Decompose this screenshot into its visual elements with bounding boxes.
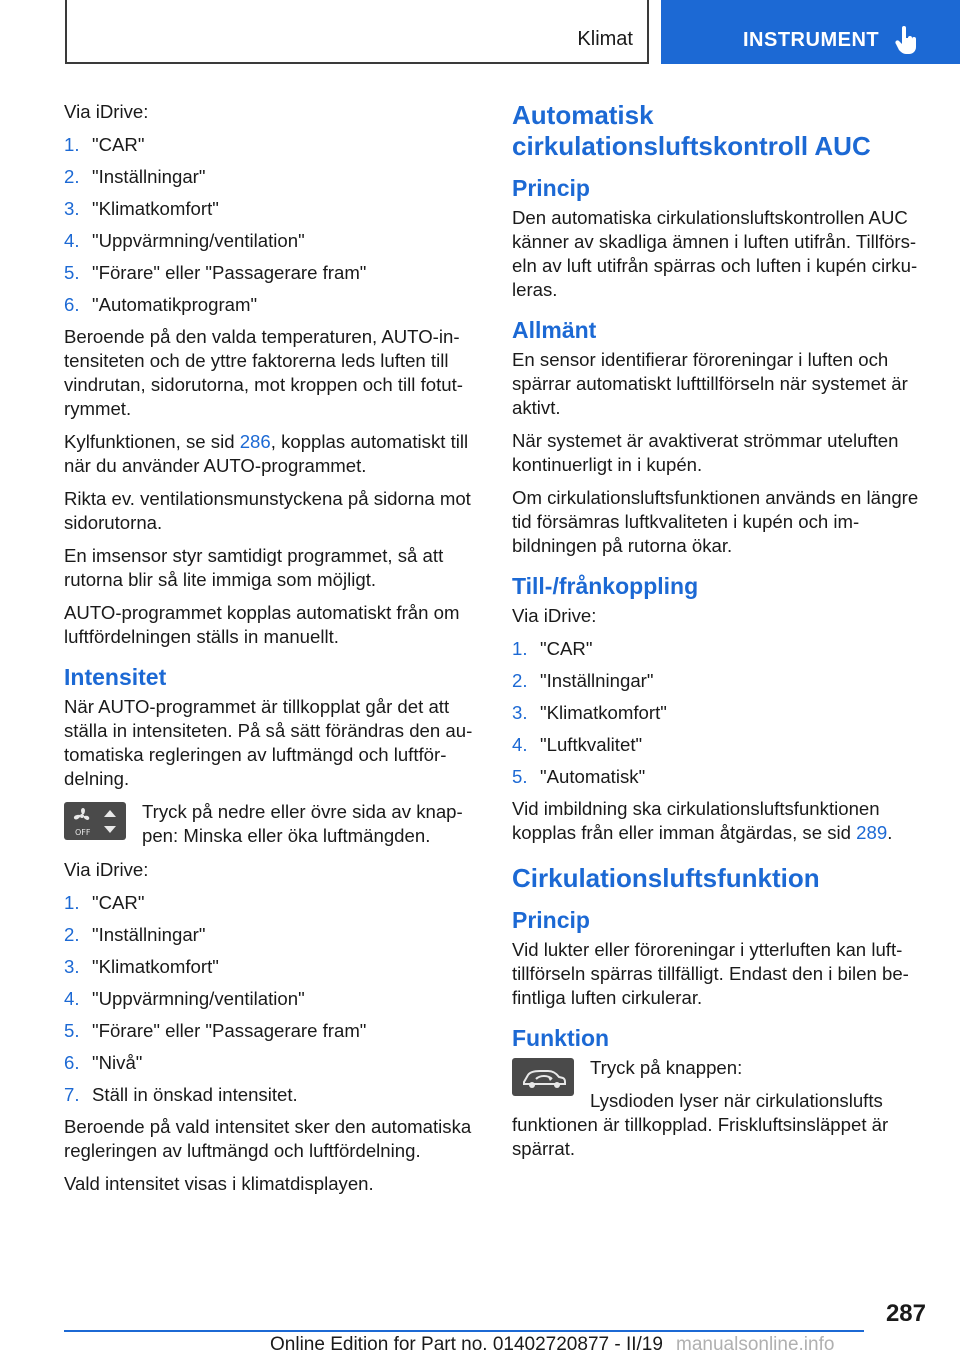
idrive-steps-list-2 <box>64 891 482 1107</box>
list-item: 3. "Klimatkomfort" <box>512 702 667 723</box>
left-column <box>64 100 482 1205</box>
paragraph: Rikta ev. ventilationsmunstyckena på sidorna mot sidorutorna. <box>64 488 471 533</box>
idrive-steps-list-3 <box>512 637 932 789</box>
list-item: 6. "Automatikprogram" <box>64 294 258 315</box>
page-link-286[interactable]: 286 <box>239 431 271 452</box>
paragraph: Beroende på den valda temperaturen, AUTO-intensiteten och de yttre faktorerna leds luften till vindrutan, sidorutorna, mot kroppen och till fotutrymmet. <box>64 326 463 419</box>
recirculation-button-text: Tryck på knappen: Lysdioden lyser när cirkulationslufts <box>590 1057 883 1111</box>
recirculation-button-row <box>512 1056 932 1113</box>
fan-button-text: Tryck på nedre eller övre sida av knappen: Minska eller öka luftmängden. <box>142 801 463 846</box>
header-section-box <box>65 0 649 64</box>
paragraph: Vid imbildning ska cirkulationsluftsfunktionen kopplas från eller imman åtgärdas, se sid 289. <box>512 798 893 843</box>
list-item: 5. "Förare" eller "Passagerare fram" <box>64 1020 367 1041</box>
heading-princip: Princip <box>512 175 590 201</box>
paragraph: Beroende på vald intensitet sker den automatiska regleringen av luftmängd och luftfördelning. <box>64 1116 472 1161</box>
paragraph: Om cirkulationsluftsfunktionen används en längre tid försämras luftkvaliteten i kupén och imbildningen på rutorna ökar. <box>512 487 919 556</box>
paragraph: När systemet är avaktiverat strömmar uteluften kontinuerligt in i kupén. <box>512 430 899 475</box>
list-item: 1. "CAR" <box>64 134 145 155</box>
svg-text:OFF: OFF <box>75 828 91 837</box>
edition-text: Online Edition for Part no. 01402720877 - II/19 <box>270 1334 663 1355</box>
heading-funktion: Funktion <box>512 1025 610 1051</box>
list-item: 5. "Automatisk" <box>512 766 646 787</box>
footer-divider <box>64 1330 864 1332</box>
list-item: 3. "Klimatkomfort" <box>64 956 219 977</box>
list-item: 5. "Förare" eller "Passagerare fram" <box>64 262 367 283</box>
list-item: 6. "Nivå" <box>64 1052 143 1073</box>
list-item: 4. "Uppvärmning/ventilation" <box>64 230 305 251</box>
page-number: 287 <box>885 1300 926 1327</box>
watermark-text: manualsonline.info <box>676 1334 835 1355</box>
heading-intensitet: Intensitet <box>64 664 167 690</box>
chapter-label: INSTRUMENT <box>743 29 880 51</box>
list-item: 2. "Inställningar" <box>64 924 206 945</box>
fan-button-icon <box>64 802 126 840</box>
paragraph: Kylfunktionen, se sid 286, kopplas automatiskt till när du använder AUTO-programmet. <box>64 431 469 476</box>
list-item: 4. "Luftkvalitet" <box>512 734 643 755</box>
idrive-steps-list-1 <box>64 133 482 317</box>
list-item: 7. Ställ in önskad intensitet. <box>64 1084 298 1105</box>
list-item: 3. "Klimatkomfort" <box>64 198 219 219</box>
via-idrive-label: Via iDrive: <box>64 859 149 880</box>
paragraph: Vid lukter eller föroreningar i ytterluften kan lufttillförseln spärras tillfälligt. Endast den i bilen befintliga luften cirkulerar. <box>512 939 909 1008</box>
heading-princip: Princip <box>512 907 590 933</box>
heading-till-franKoppling: Till-/frånkoppling <box>512 573 699 599</box>
heading-auc: Automatisk cirkulationsluftskontroll AUC <box>512 100 871 161</box>
paragraph: En sensor identifierar föroreningar i luften och spärrar automatiskt lufttillförseln när systemet är aktivt. <box>512 349 908 418</box>
paragraph: AUTO-programmet kopplas automatiskt från om luftfördelningen ställs in manuellt. <box>64 602 460 647</box>
list-item: 2. "Inställningar" <box>512 670 654 691</box>
list-item: 2. "Inställningar" <box>64 166 206 187</box>
header-chapter-tab[interactable] <box>661 0 960 64</box>
paragraph: En imsensor styr samtidigt programmet, så att rutorna blir så lite immiga som möjligt. <box>64 545 444 590</box>
section-title: Klimat <box>577 28 633 50</box>
paragraph: funktionen är tillkopplad. Friskluftsinsläppet är spärrat. <box>512 1114 889 1159</box>
heading-allmant: Allmänt <box>512 317 597 343</box>
page-link-289[interactable]: 289 <box>856 822 888 843</box>
pointing-hand-icon <box>895 26 917 54</box>
paragraph: När AUTO-programmet är tillkopplat går det att ställa in intensiteten. På så sätt förändras den automatiska regleringen av luftmängd och luftfördelning. <box>64 696 473 789</box>
right-column <box>512 100 932 1170</box>
via-idrive-label: Via iDrive: <box>64 101 149 122</box>
list-item: 4. "Uppvärmning/ventilation" <box>64 988 305 1009</box>
list-item: 1. "CAR" <box>64 892 145 913</box>
fan-button-row <box>64 800 482 848</box>
paragraph: Den automatiska cirkulationsluftskontrollen AUC känner av skadliga ämnen i luften utifrån. Tillförseln av luft utifrån spärras och luften i kupén cirkuleras. <box>512 207 918 300</box>
via-idrive-label: Via iDrive: <box>512 605 597 626</box>
heading-cirkulationsluftsfunktion: Cirkulationsluftsfunktion <box>512 863 820 893</box>
recirculation-car-icon <box>512 1058 574 1096</box>
list-item: 1. "CAR" <box>512 638 593 659</box>
paragraph: Vald intensitet visas i klimatdisplayen. <box>64 1173 374 1194</box>
